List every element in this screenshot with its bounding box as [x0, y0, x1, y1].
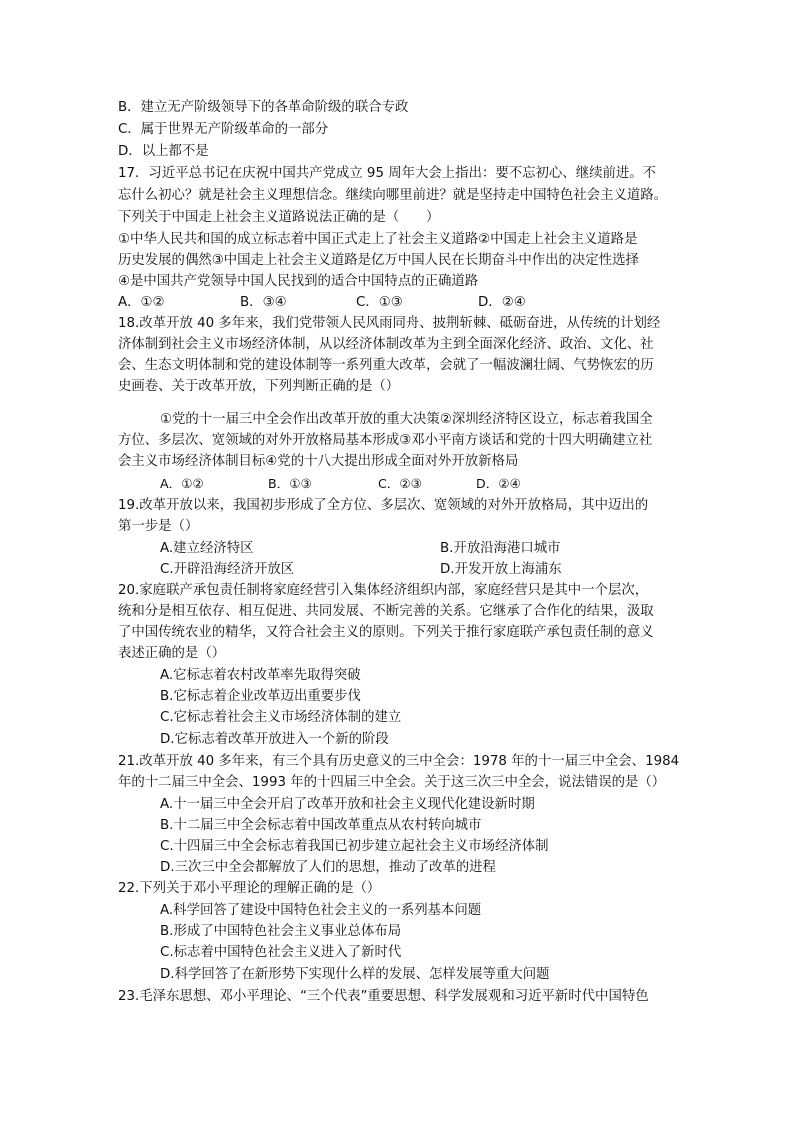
q19-option-c[interactable]: C.开辟沿海经济开放区 [160, 562, 295, 577]
q22-option-d[interactable]: D.科学回答了在新形势下实现什么样的发展、怎样发展等重大问题 [160, 967, 550, 982]
q21-option-c[interactable]: C.十四届三中全会标志着我国已初步建立起社会主义市场经济体制 [160, 839, 549, 854]
question-18-line: 18.改革开放 40 多年来，我们党带领人民风雨同舟、披荆斩棘、砥砺奋进，从传统的计划经 [118, 316, 661, 331]
question-19-line: 19.改革开放以来，我国初步形成了全方位、多层次、宽领域的对外开放格局，其中迈出的 [118, 498, 649, 513]
question-17-statement: ①中华人民共和国的成立标志着中国正式走上了社会主义道路②中国走上社会主义道路是 [118, 232, 638, 247]
question-18-statement: 会主义市场经济体制目标④党的十八大提出形成全面对外开放新格局 [118, 454, 519, 469]
q22-option-a[interactable]: A.科学回答了建设中国特色社会主义的一系列基本问题 [160, 903, 482, 918]
q17-option-a[interactable]: A．①② [118, 295, 165, 310]
q22-option-c[interactable]: C.标志着中国特色社会主义进入了新时代 [160, 945, 402, 960]
q17-option-b[interactable]: B．③④ [240, 295, 287, 310]
q19-option-d[interactable]: D.开发开放上海浦东 [440, 562, 562, 577]
question-20-line: 了中国传统农业的精华，又符合社会主义的原则。下列关于推行家庭联产承包责任制的意义 [118, 625, 654, 640]
question-22-line: 22.下列关于邓小平理论的理解正确的是（） [118, 881, 381, 896]
question-18-line: 会、生态文明体制和党的建设体制等一系列重大改革，会就了一幅波澜壮阔、气势恢宏的历 [118, 358, 654, 373]
question-18-line: 史画卷、关于改革开放，下列判断正确的是（） [118, 379, 400, 394]
q17-option-d[interactable]: D．②④ [478, 295, 526, 310]
question-17-line: 忘什么初心？就是社会主义理想信念。继续向哪里前进？就是坚持走中国特色社会主义道路。 [118, 188, 668, 203]
question-17-statement: ④是中国共产党领导中国人民找到的适合中国特点的正确道路 [118, 274, 479, 289]
q18-option-d[interactable]: D．②④ [476, 476, 521, 491]
q18-option-a[interactable]: A．①② [160, 476, 204, 491]
question-17-statement: 历史发展的偶然③中国走上社会主义道路是亿万中国人民在长期奋斗中作出的决定性选择 [118, 253, 639, 268]
q20-option-d[interactable]: D.它标志着改革开放进入一个新的阶段 [160, 732, 389, 747]
question-20-line: 表述正确的是（） [118, 646, 226, 661]
q18-option-c[interactable]: C．②③ [378, 476, 422, 491]
question-23-line: 23.毛泽东思想、邓小平理论、“三个代表”重要思想、科学发展观和习近平新时代中国特色 [118, 989, 649, 1004]
question-19-line: 第一步是（） [118, 519, 199, 534]
question-21-line: 21.改革开放 40 多年来，有三个具有历史意义的三中全会：1978 年的十一届三中全会、1984 [118, 754, 680, 769]
question-20-line: 20.家庭联产承包责任制将家庭经营引入集体经济组织内部，家庭经营只是其中一个层次， [118, 583, 649, 598]
q22-option-b[interactable]: B.形成了中国特色社会主义事业总体布局 [160, 924, 402, 939]
question-21-line: 年的十二届三中全会、1993 年的十四届三中全会。关于这三次三中全会，说法错误的是（） [118, 775, 666, 790]
q21-option-b[interactable]: B.十二届三中全会标志着中国改革重点从农村转向城市 [160, 818, 482, 833]
q21-option-d[interactable]: D.三次三中全会都解放了人们的思想，推动了改革的进程 [160, 860, 496, 875]
question-18-statement: 方位、多层次、宽领域的对外开放格局基本形成③邓小平南方谈话和党的十四大明确建立社 [118, 433, 653, 448]
q20-option-a[interactable]: A.它标志着农村改革率先取得突破 [160, 668, 361, 683]
q19-option-b[interactable]: B.开放沿海港口城市 [440, 541, 561, 556]
option-line: D．以上都不是 [118, 144, 209, 159]
q17-option-c[interactable]: C．①③ [356, 295, 403, 310]
question-18-line: 济体制到社会主义市场经济体制，从以经济体制改革为主到全面深化经济、政治、文化、社 [118, 337, 654, 352]
question-17-line: 下列关于中国走上社会主义道路说法正确的是（ ） [118, 210, 440, 225]
q19-option-a[interactable]: A.建立经济特区 [160, 541, 254, 556]
option-line: C．属于世界无产阶级革命的一部分 [118, 122, 329, 137]
q18-option-b[interactable]: B．①③ [268, 476, 312, 491]
q20-option-b[interactable]: B.它标志着企业改革迈出重要步伐 [160, 689, 361, 704]
question-17-line: 17．习近平总书记在庆祝中国共产党成立 95 周年大会上指出：要不忘初心、继续前进。不 [118, 166, 657, 181]
question-18-statement: ①党的十一届三中全会作出改革开放的重大决策②深圳经济特区设立，标志着我国全 [160, 412, 653, 427]
question-20-line: 统和分是相互依存、相互促进、共同发展、不断完善的关系。它继承了合作化的结果，汲取 [118, 604, 654, 619]
q20-option-c[interactable]: C.它标志着社会主义市场经济体制的建立 [160, 710, 402, 725]
q21-option-a[interactable]: A.十一届三中全会开启了改革开放和社会主义现代化建设新时期 [160, 797, 535, 812]
option-line: B．建立无产阶级领导下的各革命阶级的联合专政 [118, 100, 409, 115]
